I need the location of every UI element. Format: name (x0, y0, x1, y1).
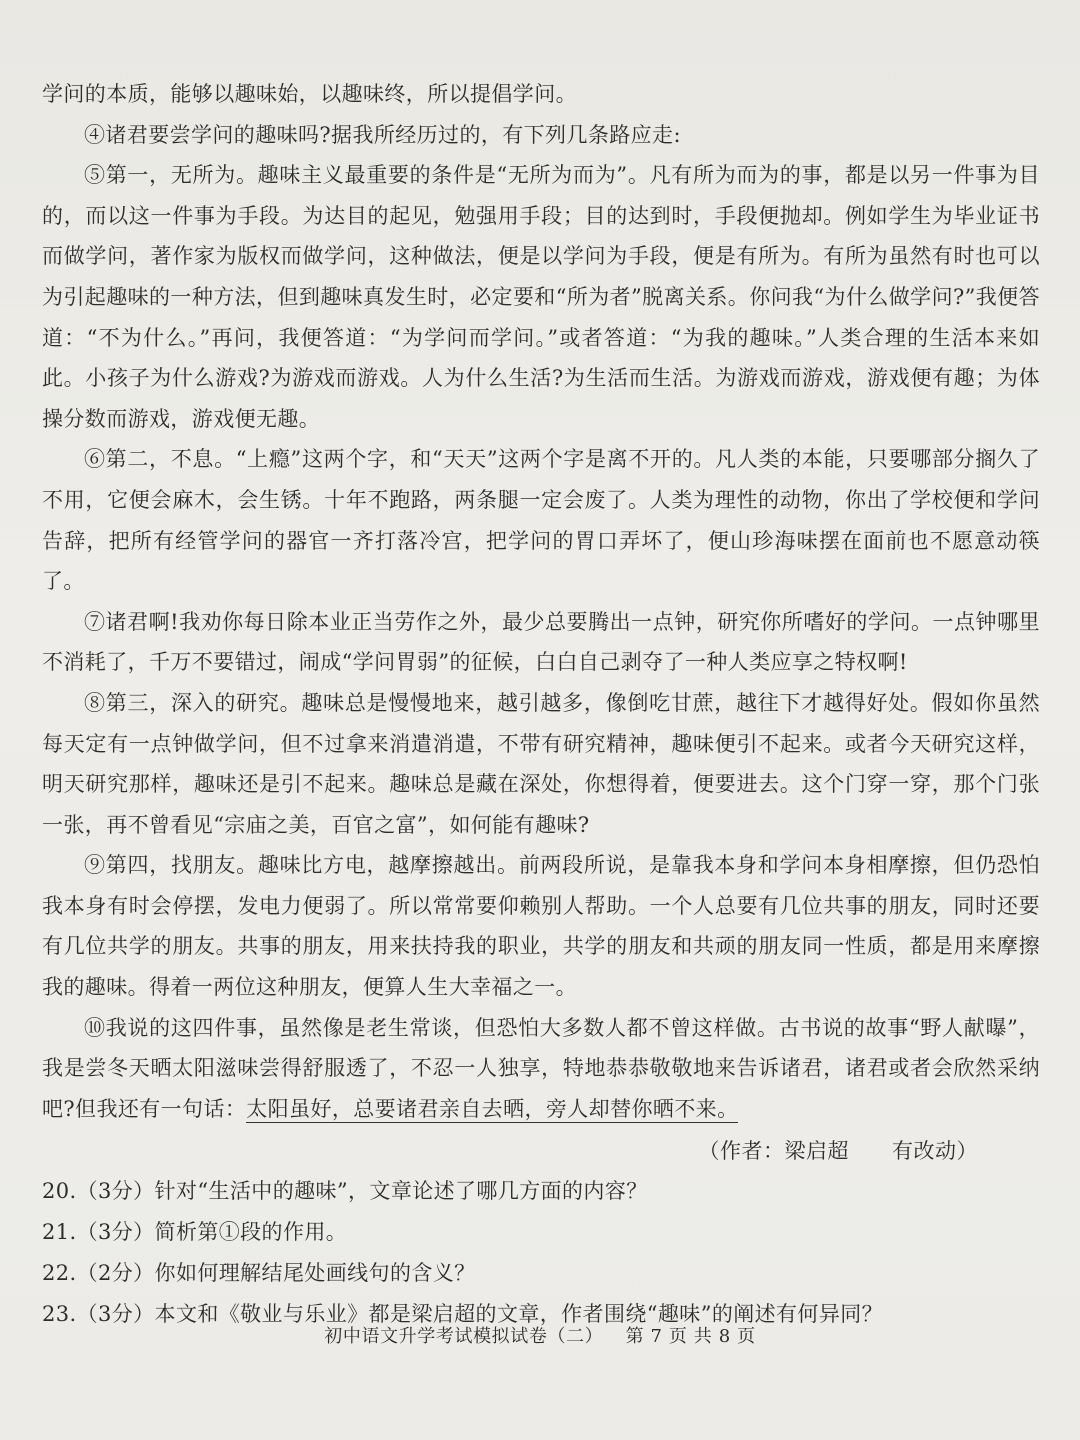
question-22: 22.（2分）你如何理解结尾处画线句的含义？ (42, 1261, 476, 1286)
paragraph-10 (42, 1008, 1040, 1130)
paragraph-6: ⑥第二，不息。“上瘾”这两个字，和“天天”这两个字是离不开的。凡人类的本能，只要哪部分搁久了不用，它便会麻木，会生锈。十年不跑路，两条腿一定会废了。人类为理性的动物，你出了学校便和学问告辞，把所有经管学问的器官一齐打落冷宫，把学问的胃口弄坏了，便山珍海味摆在面前也不愿意动筷了。 (42, 447, 1040, 594)
paragraph-4: ④诸君要尝学问的趣味吗?据我所经历过的，有下列几条路应走: (84, 122, 681, 147)
paragraph-10-text: ⑩我说的这四件事，虽然像是老生常谈，但恐怕大多数人都不曾这样做。古书说的故事“野人献曝”，我是尝冬天晒太阳滋味尝得舒服透了，不忍一人独享，特地恭恭敬敬地来告诉诸君，诸君或者会欣然采纳吧?但我还有一句话： (42, 1015, 1040, 1121)
paragraph-7: ⑦诸君啊!我劝你每日除本业正当劳作之外，最少总要腾出一点钟，研究你所嗜好的学问。一点钟哪里不消耗了，千万不要错过，闹成“学问胃弱”的征候，白白自己剥夺了一种人类应享之特权啊! (42, 609, 1040, 675)
exam-title: 初中语文升学考试模拟试卷（二） (324, 1326, 604, 1347)
paragraph-9: ⑨第四，找朋友。趣味比方电，越摩擦越出。前两段所说，是靠我本身和学问本身相摩擦，但仍恐怕我本身有时会停摆，发电力便弱了。所以常常要仰赖别人帮助。一个人总要有几位共事的朋友，同时还要有几位共学的朋友。共事的朋友，用来扶持我的职业，共学的朋友和共顽的朋友同一性质，都是用来摩擦我的趣味。得着一两位这种朋友，便算人生大幸福之一。 (42, 853, 1040, 1000)
question-21: 21.（3分）简析第①段的作用。 (42, 1220, 348, 1245)
page-number: 第 7 页 共 8 页 (625, 1326, 756, 1347)
question-20: 20.（3分）针对“生活中的趣味”，文章论述了哪几方面的内容？ (42, 1179, 648, 1204)
author-note: （作者：梁启超 有改动） (698, 1139, 978, 1164)
paragraph-intro: 学问的本质，能够以趣味始，以趣味终，所以提倡学问。 (42, 82, 577, 106)
underlined-sentence: 太阳虽好，总要诸君亲自去晒，旁人却替你晒不来。 (246, 1096, 739, 1121)
page-footer (0, 1322, 1080, 1348)
question-23: 23.（3分）本文和《敬业与乐业》都是梁启超的文章，作者围绕“趣味”的阐述有何异同？ (42, 1302, 884, 1327)
paragraph-8: ⑧第三，深入的研究。趣味总是慢慢地来，越引越多，像倒吃甘蔗，越往下才越得好处。假如你虽然每天定有一点钟做学问，但不过拿来消遣消遣，不带有研究精神，趣味便引不起来。或者今天研究这样，明天研究那样，趣味还是引不起来。趣味总是藏在深处，你想得着，便要进去。这个门穿一穿，那个门张一张，再不曾看见“宗庙之美，百官之富”，如何能有趣味? (42, 690, 1040, 837)
question-list (42, 1171, 1040, 1335)
paragraph-5: ⑤第一，无所为。趣味主义最重要的条件是“无所为而为”。凡有所为而为的事，都是以另一件事为目的，而以这一件事为手段。为达目的起见，勉强用手段；目的达到时，手段便抛却。例如学生为毕业证书而做学问，著作家为版权而做学问，这种做法，便是以学问为手段，便是有所为。有所为虽然有时也可以为引起趣味的一种方法，但到趣味真发生时，必定要和“所为者”脱离关系。你问我“为什么做学问?”我便答道：“不为什么。”再问，我便答道：“为学问而学问。”或者答道：“为我的趣味。”人类合理的生活本来如此。小孩子为什么游戏?为游戏而游戏。人为什么生活?为生活而生活。为游戏而游戏，游戏便有趣；为体操分数而游戏，游戏便无趣。 (42, 163, 1040, 431)
